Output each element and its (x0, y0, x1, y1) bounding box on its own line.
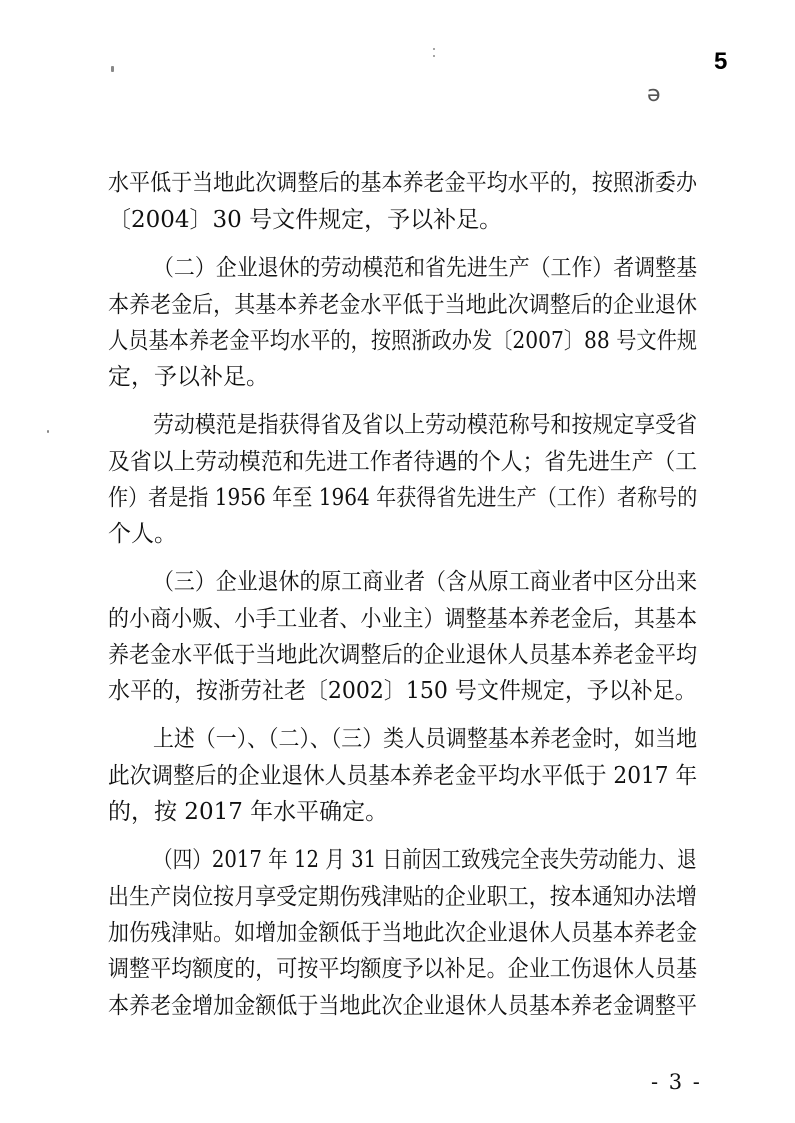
page-number: - 3 - (651, 1070, 702, 1094)
body-line: 的小商小贩、小手工业者、小业主）调整基本养老金后，其基本 (108, 606, 698, 632)
body-line: 出生产岗位按月享受定期伤残津贴的企业职工，按本通知办法增 (108, 884, 698, 910)
body-line: 个人。 (108, 521, 177, 547)
handwritten-mark: ə (647, 82, 661, 107)
body-line: 劳动模范是指获得省及省以上劳动模范称号和按规定享受省 (153, 412, 698, 438)
body-line: （四）2017 年 12 月 31 日前因工致残完全丧失劳动能力、退 (153, 847, 697, 873)
body-line: 本养老金增加金额低于当地此次企业退休人员基本养老金调整平 (108, 993, 698, 1019)
body-line: 人员基本养老金平均水平的，按照浙政办发〔2007〕88 号文件规 (108, 328, 698, 354)
body-line: 〔2004〕30 号文件规定，予以补足。 (108, 207, 503, 233)
body-line: 水平低于当地此次调整后的基本养老金平均水平的，按照浙委办 (108, 170, 698, 196)
body-line: 的，按 2017 年水平确定。 (108, 799, 389, 825)
body-line: 此次调整后的企业退休人员基本养老金平均水平低于 2017 年 (108, 763, 698, 789)
scan-speck (47, 430, 49, 433)
body-line: 上述（一）、（二）、（三）类人员调整基本养老金时，如当地 (153, 726, 698, 752)
scan-speck (433, 55, 435, 57)
body-line: 作）者是指 1956 年至 1964 年获得省先进生产（工作）者称号的 (108, 485, 698, 511)
body-line: 调整平均额度的，可按平均额度予以补足。企业工伤退休人员基 (108, 956, 698, 982)
scan-speck (433, 48, 435, 50)
body-line: （三）企业退休的原工商业者（含从原工商业者中区分出来 (153, 569, 698, 595)
body-line: （二）企业退休的劳动模范和省先进生产（工作）者调整基 (153, 255, 698, 281)
body-line: 本养老金后，其基本养老金水平低于当地此次调整后的企业退休 (108, 292, 698, 318)
body-line: 及省以上劳动模范和先进工作者待遇的个人；省先进生产（工 (108, 449, 698, 475)
body-line: 养老金水平低于当地此次调整后的企业退休人员基本养老金平均 (108, 642, 698, 668)
body-line: 加伤残津贴。如增加金额低于当地此次企业退休人员基本养老金 (108, 920, 698, 946)
body-line: 水平的，按浙劳社老〔2002〕150 号文件规定，予以补足。 (108, 678, 697, 704)
scan-speck (111, 66, 114, 72)
body-line: 定，予以补足。 (108, 364, 269, 390)
corner-page-number: 5 (714, 48, 728, 75)
